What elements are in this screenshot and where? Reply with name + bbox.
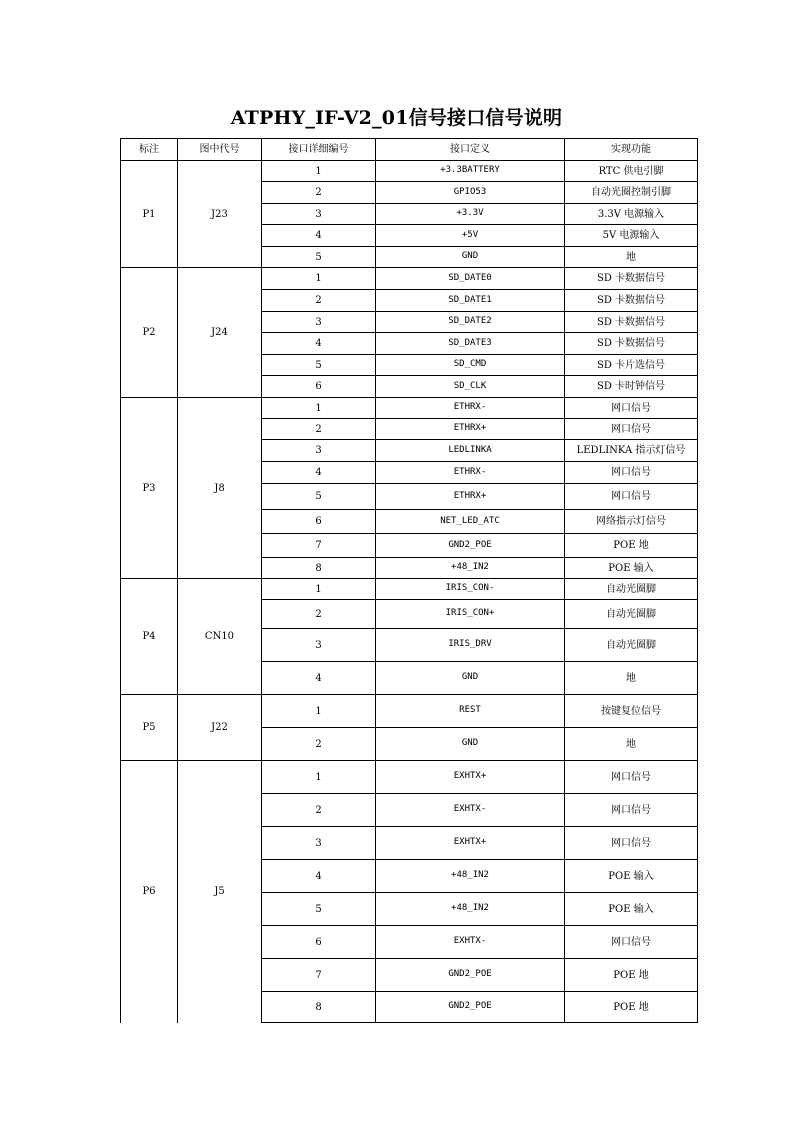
pin-number: 8: [262, 558, 376, 579]
pin-definition: LEDLINKA: [376, 440, 565, 462]
pin-number: 4: [262, 225, 376, 247]
pin-number: 3: [262, 827, 376, 860]
group-code: J22: [178, 695, 262, 761]
pin-function: 按键复位信号: [565, 695, 698, 728]
pin-function: 网口信号: [565, 761, 698, 794]
pin-definition: GND: [376, 728, 565, 761]
pin-function: SD 卡片选信号: [565, 355, 698, 376]
pin-number: 2: [262, 419, 376, 440]
pin-number: 1: [262, 579, 376, 600]
pin-number: 3: [262, 629, 376, 662]
pin-number: 5: [262, 893, 376, 926]
pin-function: POE 地: [565, 992, 698, 1023]
pin-function: 网口信号: [565, 484, 698, 510]
table-row: [121, 695, 698, 728]
pin-function: 网口信号: [565, 419, 698, 440]
pin-definition: EXHTX+: [376, 827, 565, 860]
pin-number: 7: [262, 959, 376, 992]
pin-definition: IRIS_DRV: [376, 629, 565, 662]
table-row: [121, 398, 698, 419]
pin-number: 1: [262, 161, 376, 182]
pin-number: 6: [262, 510, 376, 534]
table-row: [121, 161, 698, 182]
pin-definition: ETHRX-: [376, 462, 565, 484]
pin-number: 4: [262, 462, 376, 484]
pin-number: 1: [262, 761, 376, 794]
signal-table-body: [121, 161, 698, 1023]
pin-number: 4: [262, 333, 376, 355]
pin-number: 3: [262, 204, 376, 225]
header-row: [121, 139, 698, 161]
pin-function: 自动光圈脚: [565, 600, 698, 629]
header-label: 标注: [121, 139, 178, 161]
table-row: [121, 268, 698, 290]
group-label: P6: [121, 761, 178, 1023]
pin-definition: SD_CLK: [376, 376, 565, 398]
pin-definition: GND: [376, 247, 565, 268]
pin-definition: EXHTX-: [376, 926, 565, 959]
pin-function: 地: [565, 662, 698, 695]
pin-number: 4: [262, 662, 376, 695]
pin-number: 2: [262, 794, 376, 827]
pin-function: POE 输入: [565, 558, 698, 579]
table-row: [121, 579, 698, 600]
pin-function: SD 卡数据信号: [565, 268, 698, 290]
pin-definition: SD_DATE3: [376, 333, 565, 355]
pin-function: 自动光圈控制引脚: [565, 182, 698, 204]
pin-number: 1: [262, 268, 376, 290]
table-row: [121, 761, 698, 794]
pin-function: SD 卡数据信号: [565, 333, 698, 355]
pin-function: 网络指示灯信号: [565, 510, 698, 534]
pin-function: POE 输入: [565, 893, 698, 926]
pin-number: 4: [262, 860, 376, 893]
pin-definition: IRIS_CON-: [376, 579, 565, 600]
document-title: ATPHY_IF-V2_01信号接口信号说明: [230, 107, 563, 129]
pin-function: POE 输入: [565, 860, 698, 893]
pin-number: 2: [262, 600, 376, 629]
pin-function: POE 地: [565, 959, 698, 992]
group-code: J5: [178, 761, 262, 1023]
pin-number: 2: [262, 182, 376, 204]
pin-definition: GPIO53: [376, 182, 565, 204]
pin-definition: +48_IN2: [376, 860, 565, 893]
group-label: P5: [121, 695, 178, 761]
pin-definition: +3.3BATTERY: [376, 161, 565, 182]
pin-function: 网口信号: [565, 398, 698, 419]
pin-definition: ETHRX+: [376, 419, 565, 440]
pin-function: POE 地: [565, 534, 698, 558]
pin-number: 5: [262, 484, 376, 510]
pin-number: 2: [262, 290, 376, 312]
pin-function: 5V 电源输入: [565, 225, 698, 247]
pin-definition: SD_DATE2: [376, 312, 565, 333]
pin-definition: GND: [376, 662, 565, 695]
pin-function: 自动光圈脚: [565, 579, 698, 600]
pin-definition: NET_LED_ATC: [376, 510, 565, 534]
pin-definition: SD_DATE1: [376, 290, 565, 312]
group-code: J23: [178, 161, 262, 268]
pin-function: SD 卡时钟信号: [565, 376, 698, 398]
pin-number: 2: [262, 728, 376, 761]
pin-definition: EXHTX+: [376, 761, 565, 794]
group-code: J24: [178, 268, 262, 398]
pin-number: 1: [262, 695, 376, 728]
group-label: P4: [121, 579, 178, 695]
pin-number: 5: [262, 355, 376, 376]
header-pin-number: 接口详细编号: [262, 139, 376, 161]
pin-number: 7: [262, 534, 376, 558]
pin-function: 网口信号: [565, 794, 698, 827]
signal-table: [120, 138, 698, 1023]
pin-number: 5: [262, 247, 376, 268]
pin-definition: ETHRX-: [376, 398, 565, 419]
pin-function: LEDLINKA 指示灯信号: [565, 440, 698, 462]
pin-definition: +3.3V: [376, 204, 565, 225]
pin-definition: +48_IN2: [376, 893, 565, 926]
header-function: 实现功能: [565, 139, 698, 161]
pin-number: 6: [262, 926, 376, 959]
pin-number: 1: [262, 398, 376, 419]
group-label: P1: [121, 161, 178, 268]
pin-definition: IRIS_CON+: [376, 600, 565, 629]
pin-definition: +48_IN2: [376, 558, 565, 579]
pin-function: RTC 供电引脚: [565, 161, 698, 182]
pin-number: 3: [262, 440, 376, 462]
pin-function: 自动光圈脚: [565, 629, 698, 662]
group-code: J8: [178, 398, 262, 579]
pin-definition: SD_DATE0: [376, 268, 565, 290]
pin-definition: +5V: [376, 225, 565, 247]
pin-function: 地: [565, 247, 698, 268]
pin-function: 网口信号: [565, 926, 698, 959]
pin-number: 6: [262, 376, 376, 398]
pin-function: SD 卡数据信号: [565, 312, 698, 333]
pin-definition: GND2_POE: [376, 959, 565, 992]
pin-definition: SD_CMD: [376, 355, 565, 376]
pin-definition: REST: [376, 695, 565, 728]
pin-function: 网口信号: [565, 827, 698, 860]
pin-function: SD 卡数据信号: [565, 290, 698, 312]
group-label: P3: [121, 398, 178, 579]
group-code: CN10: [178, 579, 262, 695]
pin-function: 地: [565, 728, 698, 761]
pin-definition: GND2_POE: [376, 534, 565, 558]
header-code: 图中代号: [178, 139, 262, 161]
pin-definition: GND2_POE: [376, 992, 565, 1023]
header-definition: 接口定义: [376, 139, 565, 161]
pin-function: 3.3V 电源输入: [565, 204, 698, 225]
pin-number: 8: [262, 992, 376, 1023]
pin-number: 3: [262, 312, 376, 333]
group-label: P2: [121, 268, 178, 398]
pin-definition: ETHRX+: [376, 484, 565, 510]
pin-function: 网口信号: [565, 462, 698, 484]
pin-definition: EXHTX-: [376, 794, 565, 827]
